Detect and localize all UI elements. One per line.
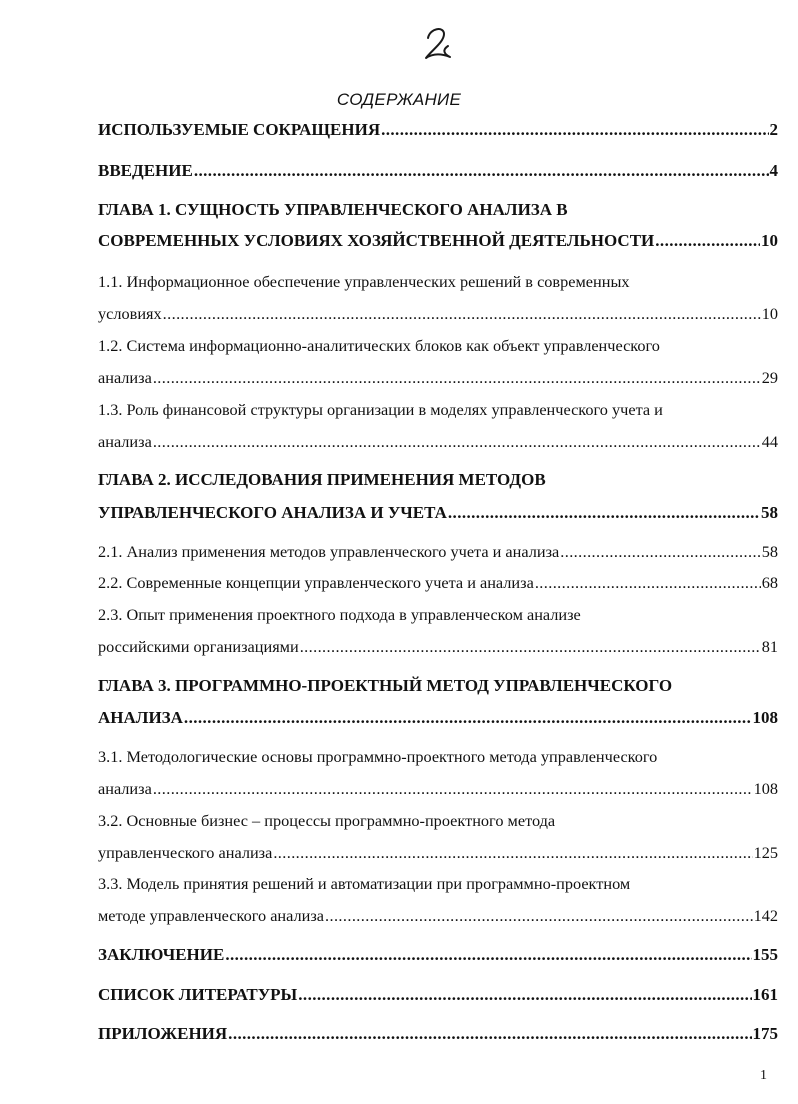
dot-leader [655,231,760,251]
toc-section-3-1-line1[interactable] [98,747,778,767]
dot-leader [273,843,752,863]
toc-entry-text: анализа [98,432,152,451]
toc-section-2-2[interactable] [98,573,778,593]
toc-page-number: 68 [761,573,778,592]
toc-chapter-1-line1[interactable] [98,200,778,220]
toc-entry-text: 1.2. Система информационно-аналитических блоков как объект управленческого [98,336,660,355]
toc-page-number: 44 [761,432,778,451]
toc-page-number: 125 [753,843,778,862]
handwritten-page-mark [414,20,464,70]
dot-leader [163,304,761,324]
toc-entry-abbreviations[interactable] [98,120,778,140]
toc-page-number: 58 [761,503,778,522]
toc-chapter-1-line2[interactable] [98,231,778,251]
toc-entry-text: ГЛАВА 1. СУЩНОСТЬ УПРАВЛЕНЧЕСКОГО АНАЛИЗА В [98,200,568,219]
toc-entry-text: ГЛАВА 2. ИССЛЕДОВАНИЯ ПРИМЕНЕНИЯ МЕТОДОВ [98,470,546,489]
dot-leader [560,542,760,562]
toc-entry-text: российскими организациями [98,637,299,656]
toc-title: СОДЕРЖАНИЕ [336,90,462,109]
dot-leader [381,120,768,140]
dot-leader [153,432,761,452]
toc-section-1-1-line1[interactable] [98,272,778,292]
toc-page-number: 29 [761,368,778,387]
toc-page-number: 10 [761,231,778,250]
toc-entry-text: 1.1. Информационное обеспечение управленческих решений в современных [98,272,630,291]
toc-entry-text: анализа [98,779,152,798]
toc-entry-text: условиях [98,304,162,323]
toc-entry-conclusion[interactable] [98,945,778,965]
toc-section-1-2-line1[interactable] [98,336,778,356]
toc-entry-text: 2.1. Анализ применения методов управленческого учета и анализа [98,542,560,561]
dot-leader [184,708,752,728]
toc-section-1-3-line1[interactable] [98,400,778,420]
toc-page-number: 161 [752,985,778,1004]
dot-leader [153,368,761,388]
toc-section-2-3-line1[interactable] [98,605,778,625]
toc-section-1-1-line2[interactable] [98,304,778,324]
toc-entry-text: СОВРЕМЕННЫХ УСЛОВИЯХ ХОЗЯЙСТВЕННОЙ ДЕЯТЕЛЬНОСТИ [98,231,655,250]
toc-page-number: 58 [761,542,778,561]
toc-page-number: 108 [752,708,778,727]
toc-entry-text: ИСПОЛЬЗУЕМЫЕ СОКРАЩЕНИЯ [98,120,381,139]
toc-page-number: 155 [752,945,778,964]
toc-entry-text: УПРАВЛЕНЧЕСКОГО АНАЛИЗА И УЧЕТА [98,503,447,522]
toc-chapter-3-line1[interactable] [98,676,778,696]
toc-page-number: 175 [752,1024,778,1043]
dot-leader [298,985,751,1005]
toc-entry-text: 3.3. Модель принятия решений и автоматизации при программно-проектном [98,874,631,893]
dot-leader [225,945,751,965]
toc-page-number: 81 [761,637,778,656]
toc-entry-text: 2.2. Современные концепции управленческого учета и анализа [98,573,534,592]
toc-section-3-1-line2[interactable] [98,779,778,799]
toc-entry-appendices[interactable] [98,1024,778,1044]
toc-entry-text: анализа [98,368,152,387]
toc-chapter-2-line2[interactable] [98,503,778,523]
toc-entry-text: 2.3. Опыт применения проектного подхода в управленческом анализе [98,605,581,624]
toc-entry-text: 3.1. Методологические основы программно-проектного метода управленческого [98,747,658,766]
toc-section-1-3-line2[interactable] [98,432,778,452]
dot-leader [300,637,761,657]
dot-leader [194,161,769,181]
toc-section-3-3-line1[interactable] [98,874,778,894]
toc-entry-text: управленческого анализа [98,843,273,862]
toc-entry-text: АНАЛИЗА [98,708,183,727]
toc-chapter-3-line2[interactable] [98,708,778,728]
toc-entry-introduction[interactable] [98,161,778,181]
toc-page-number: 2 [769,120,778,139]
dot-leader [153,779,753,799]
toc-entry-text: 1.3. Роль финансовой структуры организации в моделях управленческого учета и [98,400,663,419]
toc-section-2-1[interactable] [98,542,778,562]
dot-leader [325,906,753,926]
toc-section-3-2-line2[interactable] [98,843,778,863]
toc-section-3-3-line2[interactable] [98,906,778,926]
dot-leader [228,1024,751,1044]
toc-section-3-2-line1[interactable] [98,811,778,831]
toc-page-number: 4 [769,161,778,180]
footer-page-number: 1 [760,1068,767,1083]
toc-entry-text: ЗАКЛЮЧЕНИЕ [98,945,225,964]
toc-entry-text: ПРИЛОЖЕНИЯ [98,1024,228,1043]
toc-chapter-2-line1[interactable] [98,470,778,490]
toc-entry-text: методе управленческого анализа [98,906,324,925]
toc-entry-text: ГЛАВА 3. ПРОГРАММНО-ПРОЕКТНЫЙ МЕТОД УПРАВЛЕНЧЕСКОГО [98,676,673,695]
toc-entry-text: СПИСОК ЛИТЕРАТУРЫ [98,985,298,1004]
dot-leader [535,573,761,593]
toc-section-2-3-line2[interactable] [98,637,778,657]
toc-section-1-2-line2[interactable] [98,368,778,388]
dot-leader [448,503,760,523]
toc-page-number: 142 [753,906,778,925]
toc-entry-text: 3.2. Основные бизнес – процессы программно-проектного метода [98,811,556,830]
toc-entry-references[interactable] [98,985,778,1005]
toc-page-number: 108 [753,779,778,798]
toc-entry-text: ВВЕДЕНИЕ [98,161,193,180]
toc-page-number: 10 [761,304,778,323]
